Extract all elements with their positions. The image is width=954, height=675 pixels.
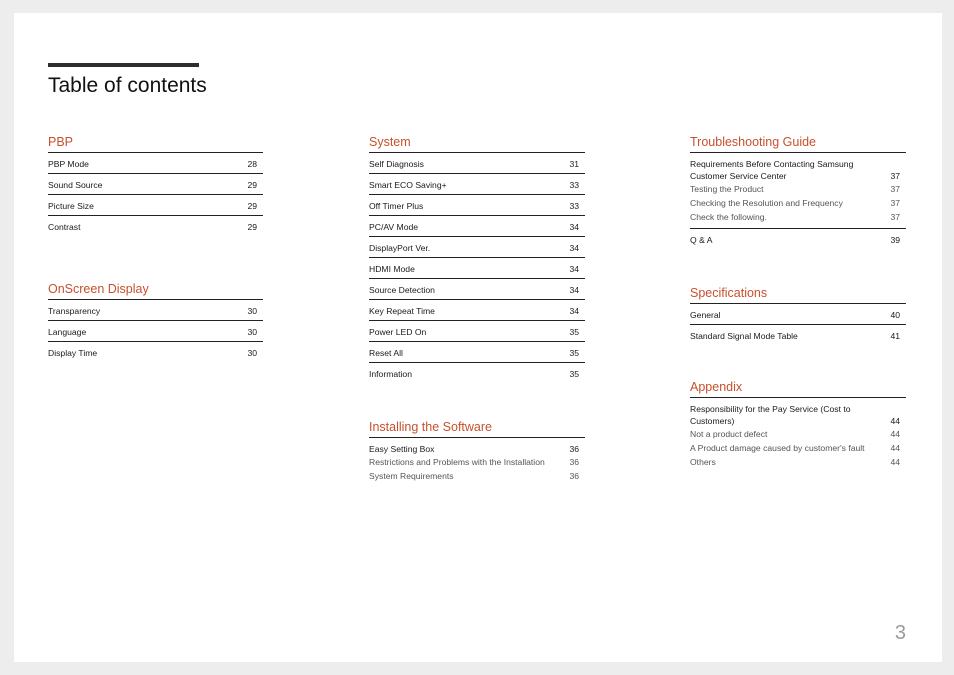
toc-entry-language[interactable]: Language 30 [48, 321, 263, 342]
toc-entry-picture-size[interactable]: Picture Size 29 [48, 195, 263, 216]
toc-entry-key-repeat-time[interactable]: Key Repeat Time 34 [369, 300, 585, 321]
toc-entry-requirements-before-contacting[interactable]: Requirements Before Contacting Samsung Customer Service Center 37 [690, 159, 900, 181]
toc-column-2 [369, 133, 585, 483]
toc-subentry-checking-resolution[interactable]: Checking the Resolution and Frequency 37 [690, 198, 900, 208]
toc-entry-displayport-ver[interactable]: DisplayPort Ver. 34 [369, 237, 585, 258]
page-number: 3 [894, 622, 906, 644]
section-title-software[interactable]: Installing the Software [369, 418, 585, 438]
toc-entry-q-and-a[interactable]: Q & A 39 [690, 235, 900, 245]
toc-subentry-others[interactable]: Others 44 [690, 457, 900, 467]
section-troubleshooting [690, 133, 906, 250]
toc-column-3 [690, 133, 906, 469]
toc-entry-sound-source[interactable]: Sound Source 29 [48, 174, 263, 195]
title-accent-bar [48, 63, 199, 67]
section-title-system[interactable]: System [369, 133, 585, 153]
section-software [369, 418, 585, 483]
section-specifications [690, 284, 906, 346]
document-page [14, 13, 942, 662]
toc-column-1 [48, 133, 263, 363]
toc-entry-responsibility-pay-service[interactable]: Responsibility for the Pay Service (Cost to Customers) 44 [690, 404, 900, 426]
section-osd [48, 280, 263, 363]
section-title-troubleshooting[interactable]: Troubleshooting Guide [690, 133, 906, 153]
toc-entry-display-time[interactable]: Display Time 30 [48, 348, 257, 358]
section-pbp [48, 133, 263, 237]
toc-entry-easy-setting-box[interactable]: Easy Setting Box 36 [369, 444, 579, 454]
toc-entry-pbp-mode[interactable]: PBP Mode 28 [48, 153, 263, 174]
section-appendix [690, 378, 906, 469]
toc-subentry-testing-product[interactable]: Testing the Product 37 [690, 184, 900, 194]
toc-entry-hdmi-mode[interactable]: HDMI Mode 34 [369, 258, 585, 279]
section-title-osd[interactable]: OnScreen Display [48, 280, 263, 300]
toc-entry-transparency[interactable]: Transparency 30 [48, 300, 263, 321]
toc-entry-smart-eco-saving[interactable]: Smart ECO Saving+ 33 [369, 174, 585, 195]
section-title-specifications[interactable]: Specifications [690, 284, 906, 304]
toc-entry-information[interactable]: Information 35 [369, 369, 579, 379]
toc-subentry-restrictions[interactable]: Restrictions and Problems with the Installation 36 [369, 457, 579, 467]
section-title-appendix[interactable]: Appendix [690, 378, 906, 398]
toc-subentry-system-requirements[interactable]: System Requirements 36 [369, 471, 579, 481]
toc-entry-power-led-on[interactable]: Power LED On 35 [369, 321, 585, 342]
toc-entry-contrast[interactable]: Contrast 29 [48, 222, 257, 232]
toc-entry-standard-signal-mode-table[interactable]: Standard Signal Mode Table 41 [690, 331, 900, 341]
toc-entry-general[interactable]: General 40 [690, 304, 906, 325]
section-system [369, 133, 585, 384]
toc-subentry-check-following[interactable]: Check the following. 37 [690, 210, 906, 229]
toc-entry-self-diagnosis[interactable]: Self Diagnosis 31 [369, 153, 585, 174]
page-title: Table of contents [48, 74, 207, 97]
toc-entry-off-timer-plus[interactable]: Off Timer Plus 33 [369, 195, 585, 216]
section-title-pbp[interactable]: PBP [48, 133, 263, 153]
toc-entry-reset-all[interactable]: Reset All 35 [369, 342, 585, 363]
toc-subentry-product-damage[interactable]: A Product damage caused by customer's fault 44 [690, 443, 900, 453]
toc-subentry-not-product-defect[interactable]: Not a product defect 44 [690, 429, 900, 439]
toc-entry-pc-av-mode[interactable]: PC/AV Mode 34 [369, 216, 585, 237]
toc-entry-source-detection[interactable]: Source Detection 34 [369, 279, 585, 300]
